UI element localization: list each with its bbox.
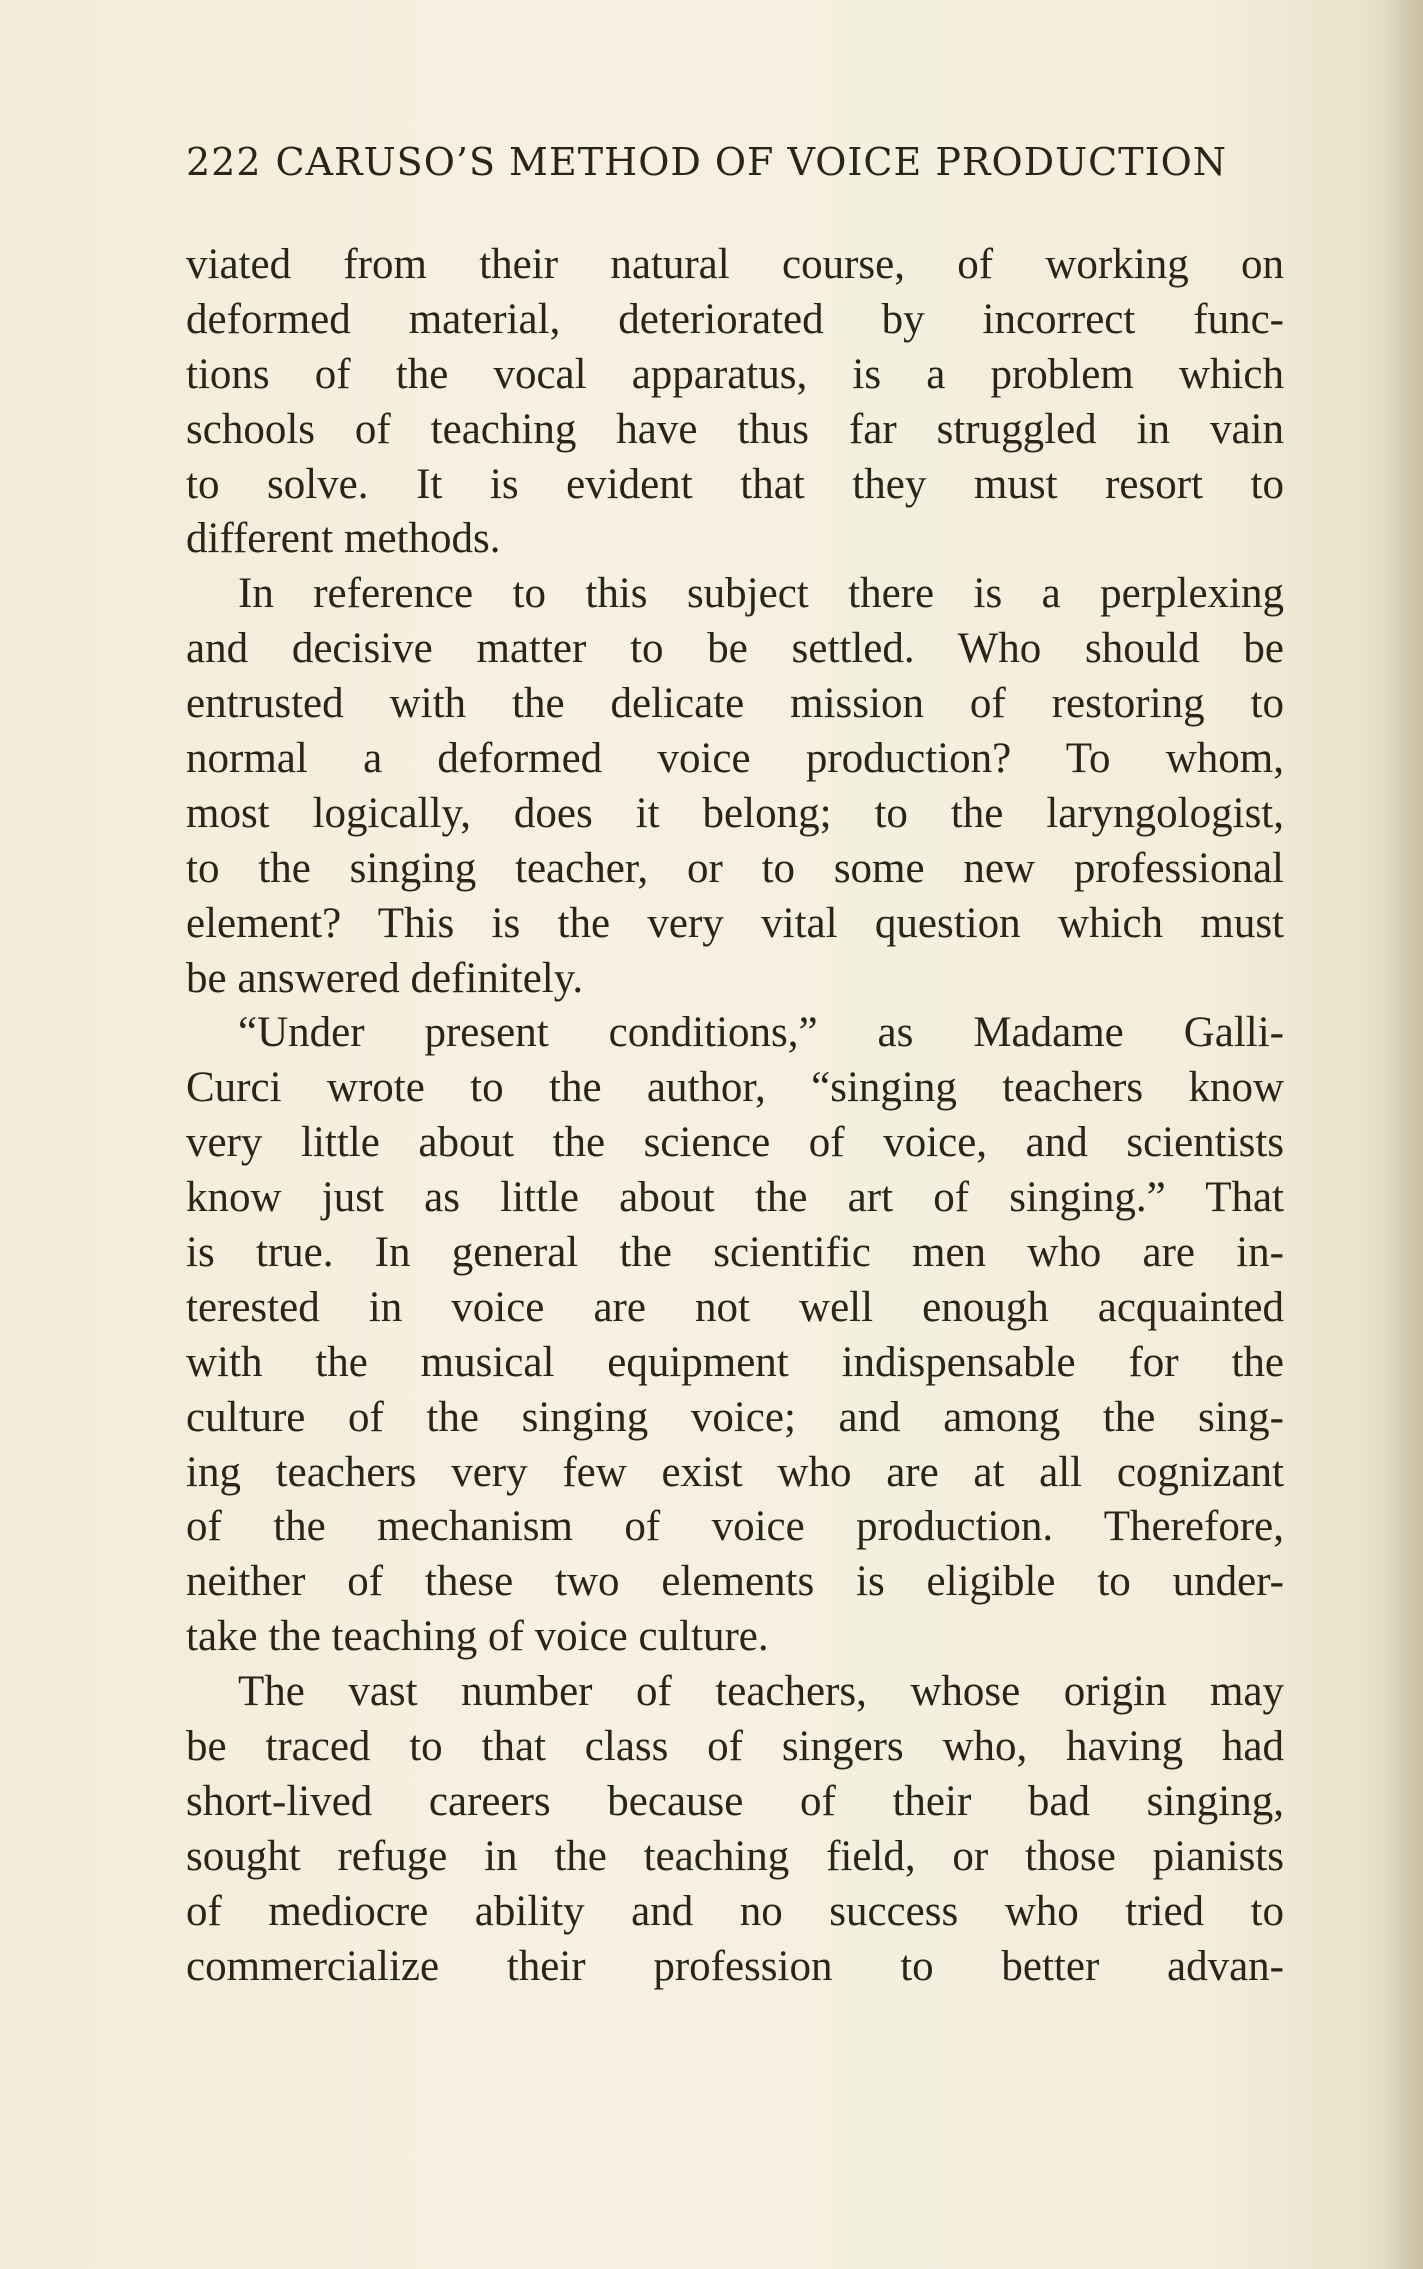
text-line: of mediocre ability and no success who tried to [186, 1887, 1284, 1935]
paragraph [186, 1665, 1284, 1994]
running-head [186, 140, 1266, 184]
paragraph [186, 1006, 1284, 1665]
text-line: to solve. It is evident that they must resort to [186, 460, 1284, 508]
text-line: In reference to this subject there is a perplexing [238, 570, 1284, 618]
text-line: “Under present conditions,” as Madame Galli- [238, 1009, 1284, 1057]
text-line: The vast number of teachers, whose origin may [238, 1668, 1284, 1716]
text-line: is true. In general the scientific men who are in- [186, 1229, 1284, 1277]
text-line: different methods. [186, 515, 501, 563]
text-line: very little about the science of voice, and scientists [186, 1119, 1284, 1167]
text-line: know just as little about the art of singing.” That [186, 1174, 1284, 1222]
paragraph [186, 567, 1284, 1006]
text-line: neither of these two elements is eligible to under- [186, 1558, 1284, 1606]
text-line: with the musical equipment indispensable for the [186, 1338, 1284, 1386]
page-number: 222 [186, 140, 262, 184]
text-line: ing teachers very few exist who are at all cognizant [186, 1448, 1284, 1496]
text-line: take the teaching of voice culture. [186, 1613, 769, 1661]
text-line: schools of teaching have thus far struggled in vain [186, 405, 1284, 453]
text-line: to the singing teacher, or to some new professional [186, 844, 1284, 892]
text-line: be answered definitely. [186, 954, 584, 1002]
text-line: deformed material, deteriorated by incorrect func- [186, 295, 1284, 343]
text-line: tions of the vocal apparatus, is a problem which [186, 350, 1284, 398]
text-line: short-lived careers because of their bad singing, [186, 1777, 1284, 1825]
text-line: be traced to that class of singers who, having had [186, 1723, 1284, 1771]
body-text [186, 238, 1284, 1995]
page-edge-shadow [1383, 0, 1423, 2269]
text-line: element? This is the very vital question which must [186, 899, 1284, 947]
running-head-title: CARUSO’S METHOD OF VOICE PRODUCTION [275, 140, 1227, 184]
text-line: commercialize their profession to better advan- [186, 1942, 1284, 1990]
text-line: culture of the singing voice; and among the sing- [186, 1393, 1284, 1441]
text-line: terested in voice are not well enough acquainted [186, 1283, 1284, 1331]
text-line: of the mechanism of voice production. Therefore, [186, 1503, 1284, 1551]
text-line: Curci wrote to the author, “singing teachers know [186, 1064, 1284, 1112]
text-line: viated from their natural course, of working on [186, 241, 1284, 288]
text-line: sought refuge in the teaching field, or those pianists [186, 1832, 1284, 1880]
text-line: normal a deformed voice production? To whom, [186, 735, 1284, 783]
text-line: and decisive matter to be settled. Who should be [186, 625, 1284, 673]
text-line: most logically, does it belong; to the laryngologist, [186, 789, 1284, 837]
text-line: entrusted with the delicate mission of restoring to [186, 680, 1284, 728]
paragraph [186, 238, 1284, 567]
